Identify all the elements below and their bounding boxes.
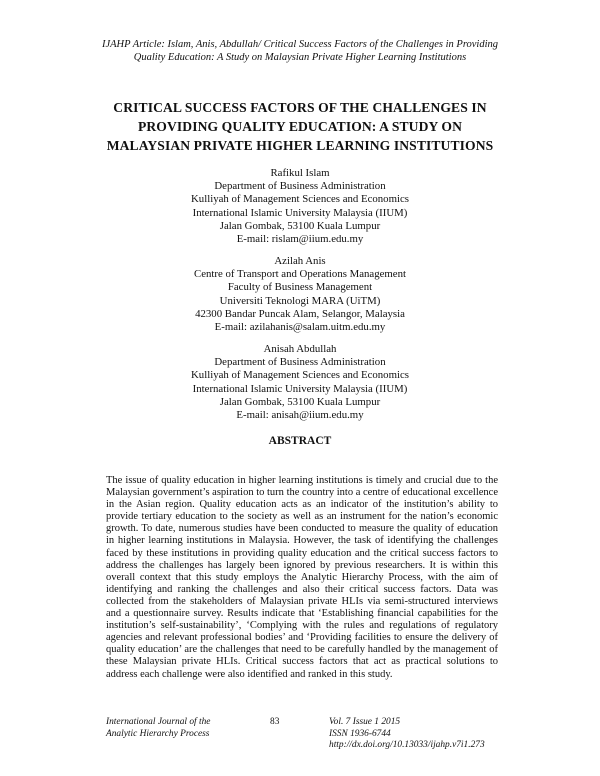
author-university: Universiti Teknologi MARA (UiTM) [219, 294, 381, 307]
author-name: Azilah Anis [274, 255, 326, 267]
author-faculty: Kulliyah of Management Sciences and Economics [191, 369, 409, 382]
author-university: International Islamic University Malaysia (IIUM) [192, 382, 408, 395]
paper-title [60, 98, 540, 155]
abstract-body: The issue of quality education in higher learning institutions is timely and crucial due to the Malaysian government’s aspiration to turn the country into a centre of educational excellence in the Asian region. Quality education acts as an indicator of the institution’s ability to provide tertiary education to the society as well as an instrument for the nation’s economic growth. To date, numerous studies have been conducted to measure the quality of education in higher learning institutions in Malaysia. However, the task of identifying the challenges faced by these institutions in providing quality education and the critical success factors to address the challenges has largely been ignored by previous researchers. It is within this overall context that this study employs the Analytic Hierarchy Process, with the aim of identifying and ranking the challenges and also their critical success factors. Data was collected from the stakeholders of Malaysian private HLIs via semi-structured interviews and a questionnaire survey. Results indicate that ‘Establishing financial capabilities for the institution’s self-sustainability’, ‘Complying with the rules and regulations of regulatory agencies and relevant professional bodies’ and ‘Providing facilities to ensure the delivery of quality education’ are the challenges that need to be carefully handled by the management of these Malaysian private HLIs. Critical success factors that act as practical solutions to address each challenge were also identified and ranked in this study. [106, 475, 498, 680]
author-department: Department of Business Administration [214, 180, 386, 193]
abstract-heading: ABSTRACT [268, 435, 332, 447]
author-block-1 [100, 167, 500, 246]
author-block-2 [100, 255, 500, 334]
footer-doi-link[interactable]: http://dx.doi.org/10.13033/ijahp.v7i1.273 [329, 740, 485, 750]
paper-title-line-3: MALAYSIAN PRIVATE HIGHER LEARNING INSTITUTIONS [106, 138, 494, 153]
author-address: 42300 Bandar Puncak Alam, Selangor, Malaysia [195, 307, 405, 320]
author-email: E-mail: azilahanis@salam.uitm.edu.my [214, 321, 386, 334]
paper-title-line-1: CRITICAL SUCCESS FACTORS OF THE CHALLENGES IN [113, 100, 487, 115]
author-name: Anisah Abdullah [263, 343, 337, 355]
author-block-3 [100, 343, 500, 422]
footer-volume: Vol. 7 Issue 1 2015 [329, 717, 401, 727]
running-header [60, 38, 540, 64]
running-header-line-1: IJAHP Article: Islam, Anis, Abdullah/ Critical Success Factors of the Challenges in Providing [101, 39, 499, 50]
author-university: International Islamic University Malaysia (IIUM) [192, 206, 408, 219]
author-faculty: Kulliyah of Management Sciences and Economics [191, 193, 409, 206]
author-address: Jalan Gombak, 53100 Kuala Lumpur [219, 395, 381, 408]
footer-citation [329, 717, 485, 752]
author-address: Jalan Gombak, 53100 Kuala Lumpur [219, 219, 381, 232]
footer-journal-line-1: International Journal of the [106, 717, 211, 727]
footer-journal-line-2: Analytic Hierarchy Process [106, 728, 210, 739]
page-number: 83 [270, 717, 280, 727]
footer-issn: ISSN 1936-6744 [329, 728, 391, 739]
author-department: Centre of Transport and Operations Management [194, 268, 406, 281]
author-email: E-mail: anisah@iium.edu.my [236, 409, 364, 422]
footer-journal [106, 717, 210, 740]
author-faculty: Faculty of Business Management [227, 281, 373, 294]
author-name: Rafikul Islam [270, 167, 330, 179]
author-email: E-mail: rislam@iium.edu.my [236, 233, 364, 246]
paper-title-line-2: PROVIDING QUALITY EDUCATION: A STUDY ON [137, 119, 462, 134]
author-department: Department of Business Administration [214, 356, 386, 369]
running-header-line-2: Quality Education: A Study on Malaysian Private Higher Learning Institutions [133, 52, 467, 63]
